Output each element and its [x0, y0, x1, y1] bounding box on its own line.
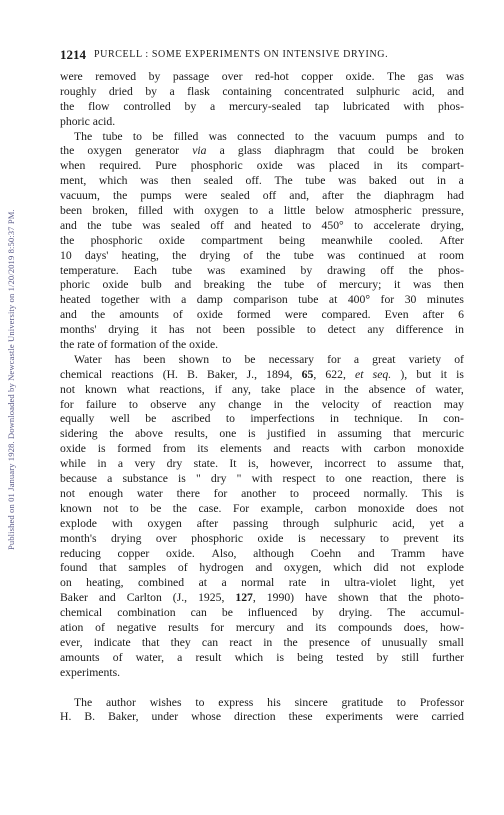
download-watermark-text: Published on 01 January 1928. Downloaded by Newcastle University on 1/20/2019 8:50:37 PM. — [6, 209, 16, 550]
text-line: on heating, combined at a normal rate in ultra-violet light, yet — [60, 576, 464, 590]
running-title: PURCELL : SOME EXPERIMENTS ON INTENSIVE DRYING. — [94, 49, 389, 60]
text-line: Baker and Carlton (J., 1925, 127, 1990) have shown that the photo- — [60, 591, 464, 605]
text-line: roughly dried by a flask containing concentrated sulphuric acid, and — [60, 84, 464, 98]
text-line: 10 days' heating, the drying of the tube was continued at room — [60, 248, 464, 262]
text-line: months' drying it has not been possible to detect any difference in — [60, 323, 464, 337]
text-line: not known what reactions, if any, take place in the absence of water, — [60, 382, 464, 396]
text-line: The tube to be filled was connected to the vacuum pumps and to — [74, 129, 464, 143]
text-line: phoric oxide bulb and breaking the tube of mercury; it was then — [60, 278, 464, 292]
article-body — [60, 70, 464, 725]
text-line: the flow controlled by a mercury-sealed tap lubricated with phos- — [60, 99, 464, 113]
text-line: equally well be ascribed to imperfections in technique. In con- — [60, 412, 464, 426]
text-line: heated together with a damp comparison tube at 400° for 30 minutes — [60, 293, 464, 307]
text-line: the phosphoric oxide compartment being meanwhile cooled. After — [60, 233, 464, 247]
text-line: Water has been shown to be necessary for a great variety of — [74, 352, 464, 366]
text-line: The author wishes to express his sincere gratitude to Professor — [74, 695, 464, 709]
text-line: while in a very dry state. It is, however, incorrect to assume that, — [60, 457, 464, 471]
paragraph-gap — [60, 681, 464, 696]
text-line: temperature. Each tube was examined by drawing off the phos- — [60, 263, 464, 277]
text-line: sidering the above results, one is justified in assuming that mercuric — [60, 427, 464, 441]
text-line: phoric acid. — [60, 114, 116, 128]
text-line: chemical reactions (H. B. Baker, J., 1894, 65, 622, et seq. ), but it is — [60, 367, 464, 381]
page-header — [60, 47, 464, 63]
text-line: the oxygen generator via a glass diaphragm that could be broken — [60, 144, 464, 158]
text-line: and the amounts of oxide formed were compared. Even after 6 — [60, 308, 464, 322]
text-line: ever, indicate that they can react in the presence of unusually small — [60, 635, 464, 649]
text-line: because a substance is " dry " with respect to one reaction, there is — [60, 472, 464, 486]
text-line: H. B. Baker, under whose direction these experiments were carried — [60, 710, 464, 724]
text-line: chemical combination can be influenced by drying. The accumul- — [60, 606, 464, 620]
page-number: 1214 — [60, 47, 86, 62]
text-line: explode with oxygen after passing through sulphuric acid, yet a — [60, 516, 464, 530]
text-line: month's drying over phosphoric oxide is necessary to prevent its — [60, 531, 464, 545]
text-line: been broken, filled with oxygen to a little below atmospheric pressure, — [60, 204, 464, 218]
text-line: ation of negative results for mercury and its compounds does, how- — [60, 620, 464, 634]
text-line: when required. Pure phosphoric oxide was placed in its compart- — [60, 159, 464, 173]
text-line: the rate of formation of the oxide. — [60, 338, 219, 352]
text-line: experiments. — [60, 665, 121, 679]
text-line: amounts of water, a result which is being tested by still further — [60, 650, 464, 664]
text-line: vacuum, the pumps were sealed off and, after the diaphragm had — [60, 189, 464, 203]
text-line: and the tube was sealed off and heated to 450° to accelerate drying, — [60, 218, 464, 232]
text-line: ment, which was then sealed off. The tube was baked out in a — [60, 174, 464, 188]
text-line: oxide is formed from its elements and reacts with carbon monoxide — [60, 442, 464, 456]
text-line: were removed by passage over red-hot copper oxide. The gas was — [60, 70, 464, 83]
text-line: not enough water there for another to proceed normally. This is — [60, 486, 464, 500]
text-line: for failure to observe any change in the velocity of reaction may — [60, 397, 464, 411]
text-line: reducing copper oxide. Also, although Coehn and Tramm have — [60, 546, 464, 560]
download-watermark — [4, 90, 18, 550]
text-line: known not to be the case. For example, carbon monoxide does not — [60, 501, 464, 515]
text-line: found that samples of hydrogen and oxygen, which did not explode — [60, 561, 464, 575]
